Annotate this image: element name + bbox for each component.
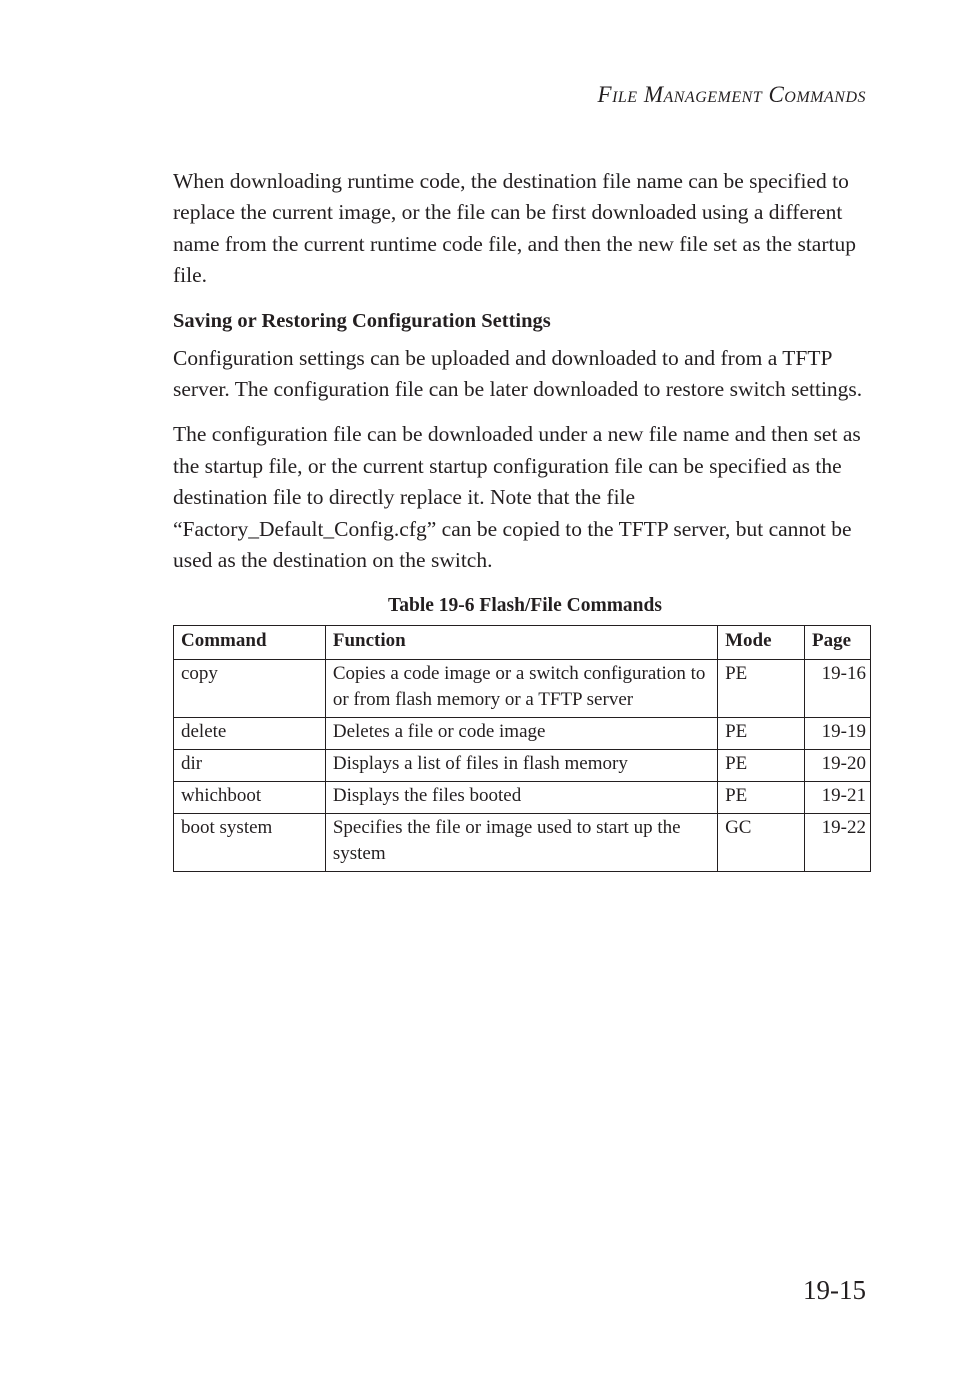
section-heading: Saving or Restoring Configuration Settings [173, 309, 551, 332]
running-header: File Management Commands [597, 82, 866, 107]
config-paragraph: Configuration settings can be uploaded and downloaded to and from a TFTP server. The configuration file can be later downloaded to restore switch settings. [173, 345, 863, 402]
table-row [174, 782, 871, 814]
cell-function: Specifies the file or image used to start up the system [325, 814, 717, 872]
cell-page: 19-19 [805, 718, 871, 750]
header-mode: Mode [718, 626, 805, 660]
cell-command: whichboot [174, 782, 326, 814]
cell-command: copy [174, 660, 326, 718]
cell-mode: PE [718, 718, 805, 750]
cell-page: 19-16 [805, 660, 871, 718]
cell-command: dir [174, 750, 326, 782]
table-row [174, 750, 871, 782]
table-header-row [174, 626, 871, 660]
header-function: Function [325, 626, 717, 660]
header-command: Command [174, 626, 326, 660]
page-number: 19-15 [803, 1275, 866, 1305]
cell-function: Copies a code image or a switch configuration to or from flash memory or a TFTP server [325, 660, 717, 718]
cell-page: 19-21 [805, 782, 871, 814]
cell-command: delete [174, 718, 326, 750]
cell-function: Displays the files booted [325, 782, 717, 814]
table-caption: Table 19-6 Flash/File Commands [388, 595, 662, 617]
cell-command: boot system [174, 814, 326, 872]
table-row [174, 814, 871, 872]
page-content [173, 166, 873, 872]
cell-function: Displays a list of files in flash memory [325, 750, 717, 782]
startup-paragraph: The configuration file can be downloaded under a new file name and then set as the startup file, or the current startup configuration file can be specified as the destination file to directly replace it. Note that the file “Factory_Default_Config.cfg” can be copied to the TFTP server, but cannot be used as the destination on the switch. [173, 422, 861, 573]
table-row [174, 718, 871, 750]
intro-paragraph: When downloading runtime code, the destination file name can be specified to replace the current image, or the file can be first downloaded using a different name from the current runtime code file, and then the new file set as the startup file. [173, 169, 856, 288]
table-row [174, 660, 871, 718]
cell-function: Deletes a file or code image [325, 718, 717, 750]
cell-mode: PE [718, 750, 805, 782]
cell-mode: PE [718, 782, 805, 814]
cell-page: 19-22 [805, 814, 871, 872]
flash-file-commands-table [173, 625, 871, 872]
cell-mode: PE [718, 660, 805, 718]
cell-page: 19-20 [805, 750, 871, 782]
cell-mode: GC [718, 814, 805, 872]
header-page: Page [805, 626, 871, 660]
